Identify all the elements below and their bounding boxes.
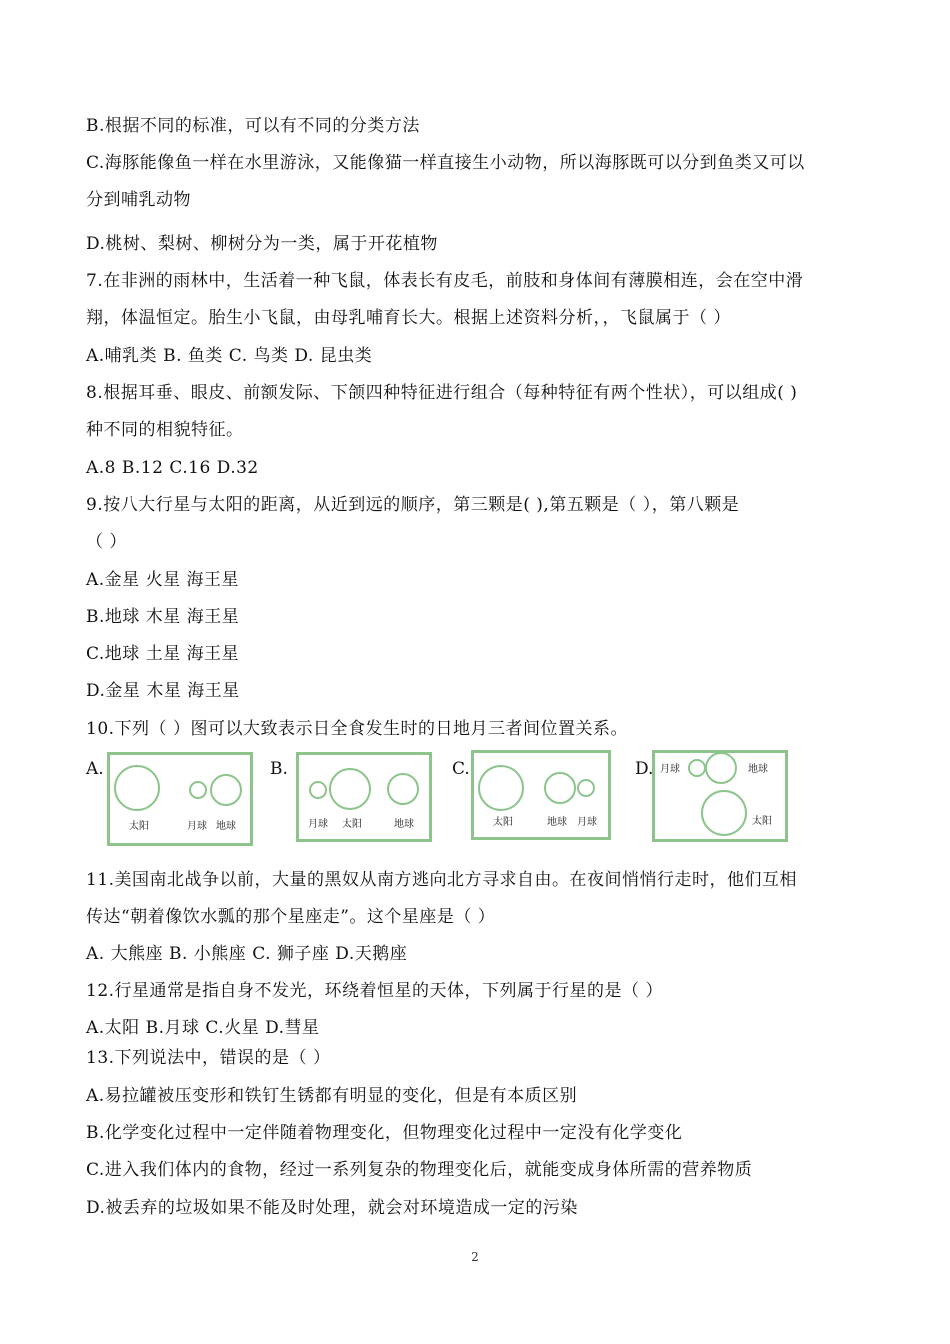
text-line: 传达“朝着像饮水瓢的那个星座走”。这个星座是（ ） — [86, 907, 496, 927]
question-12: 12.行星通常是指自身不发光，环绕着恒星的天体，下列属于行星的是（ ） — [86, 981, 663, 1001]
label-earth: 地球 — [394, 819, 414, 830]
label-earth: 地球 — [547, 817, 567, 828]
text-line: D.桃树、梨树、柳树分为一类，属于开花植物 — [86, 234, 438, 254]
text-line: （ ） — [86, 532, 127, 552]
option-line: C.地球 土星 海王星 — [86, 644, 240, 664]
option-letter: D. — [635, 759, 654, 779]
options-line: A. 大熊座 B. 小熊座 C. 狮子座 D.天鹅座 — [86, 944, 408, 964]
question-8: 8.根据耳垂、眼皮、前额发际、下颌四种特征进行组合（每种特征有两个性状），可以组成( ) — [86, 383, 798, 403]
label-earth: 地球 — [748, 764, 768, 775]
option-line: D.金星 木星 海王星 — [86, 681, 240, 701]
option-line: A.金星 火星 海王星 — [86, 570, 239, 590]
label-moon: 月球 — [187, 821, 207, 832]
text-line: B.根据不同的标准，可以有不同的分类方法 — [86, 116, 420, 136]
label-sun: 太阳 — [342, 819, 362, 830]
options-line: A.哺乳类 B. 鱼类 C. 鸟类 D. 昆虫类 — [86, 346, 373, 366]
label-moon: 月球 — [308, 819, 328, 830]
diagram-a — [107, 752, 253, 846]
question-9: 9.按八大行星与太阳的距离，从近到远的顺序，第三颗是( ),第五颗是（ ），第八颗是 — [86, 495, 740, 515]
text-line: C.海豚能像鱼一样在水里游泳，又能像猫一样直接生小动物，所以海豚既可以分到鱼类又可以 — [86, 153, 805, 173]
text-line: 分到哺乳动物 — [86, 190, 191, 210]
option-line: B.地球 木星 海王星 — [86, 607, 240, 627]
option-letter: B. — [270, 759, 288, 779]
text-line: 翔，体温恒定。胎生小飞鼠，由母乳哺育长大。根据上述资料分析，，飞鼠属于（ ） — [86, 308, 731, 328]
options-line: A.8 B.12 C.16 D.32 — [86, 458, 259, 478]
diagram-b — [296, 752, 432, 842]
label-earth: 地球 — [216, 821, 236, 832]
question-13: 13.下列说法中，错误的是（ ） — [86, 1048, 331, 1068]
option-letter: C. — [452, 759, 470, 779]
text-line: 种不同的相貌特征。 — [86, 420, 244, 440]
option-line: B.化学变化过程中一定伴随着物理变化，但物理变化过程中一定没有化学变化 — [86, 1123, 683, 1143]
label-moon: 月球 — [660, 764, 680, 775]
diagram-c — [471, 750, 611, 840]
option-line: D.被丢弃的垃圾如果不能及时处理，就会对环境造成一定的污染 — [86, 1198, 578, 1218]
options-line: A.太阳 B.月球 C.火星 D.彗星 — [86, 1018, 320, 1038]
option-letter: A. — [86, 759, 104, 779]
label-moon: 月球 — [577, 817, 597, 828]
label-sun: 太阳 — [493, 817, 513, 828]
label-sun: 太阳 — [752, 816, 772, 827]
page-number: 2 — [471, 1250, 479, 1264]
option-line: C.进入我们体内的食物，经过一系列复杂的物理变化后，就能变成身体所需的营养物质 — [86, 1160, 753, 1180]
question-7: 7.在非洲的雨林中，生活着一种飞鼠，体表长有皮毛，前肢和身体间有薄膜相连，会在空中滑 — [86, 271, 804, 291]
option-line: A.易拉罐被压变形和铁钉生锈都有明显的变化，但是有本质区别 — [86, 1086, 578, 1106]
label-sun: 太阳 — [129, 821, 149, 832]
diagram-d — [652, 750, 788, 842]
question-11: 11.美国南北战争以前，大量的黑奴从南方逃向北方寻求自由。在夜间悄悄行走时，他们互相 — [86, 870, 798, 890]
question-10: 10.下列（ ）图可以大致表示日全食发生时的日地月三者间位置关系。 — [86, 719, 628, 739]
